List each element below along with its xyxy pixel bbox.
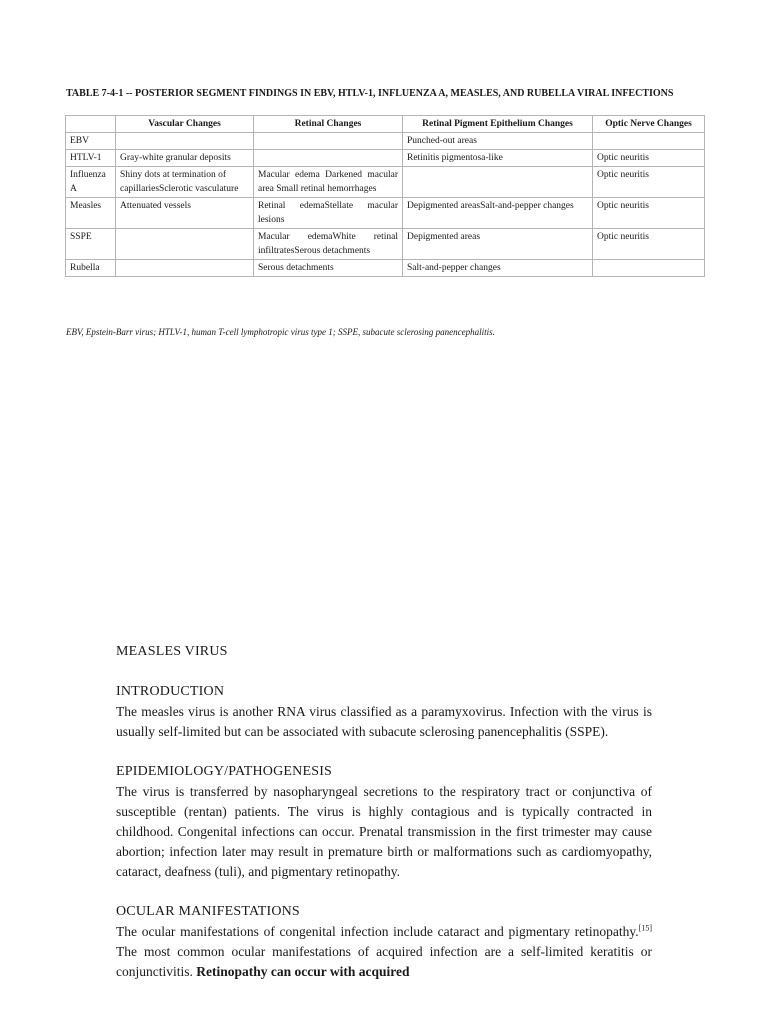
table-cell: EBV bbox=[66, 133, 116, 150]
table-cell: Optic neuritis bbox=[593, 198, 705, 229]
table-cell: Influenza A bbox=[66, 167, 116, 198]
findings-table bbox=[65, 115, 705, 277]
table-caption: TABLE 7-4-1 -- POSTERIOR SEGMENT FINDINGS IN EBV, HTLV-1, INFLUENZA A, MEASLES, AND RUBELLA VIRAL INFECTIONS bbox=[66, 88, 674, 99]
section-heading-introduction: INTRODUCTION bbox=[116, 684, 225, 699]
section-text-epidemiology: The virus is transferred by nasopharyngeal secretions to the respiratory tract or conjunctiva of susceptible (rentan) patients. The virus is highly contagious and is typically contracted in childhood. Congenital infections can occur. Prenatal transmission in the first trimester may cause abortion; infection later may result in premature birth or malformations such as cardiomyopathy, cataract, deafness (tuli), and pigmentary retinopathy. bbox=[116, 784, 652, 879]
table-cell: Serous detachments bbox=[254, 260, 403, 277]
table-row bbox=[66, 133, 705, 150]
table-header-cell: Optic Nerve Changes bbox=[593, 116, 705, 133]
table-header-cell bbox=[66, 116, 116, 133]
table-cell: Depigmented areasSalt-and-pepper changes bbox=[403, 198, 593, 229]
table-cell bbox=[116, 133, 254, 150]
table-footnote: EBV, Epstein-Barr virus; HTLV-1, human T-cell lymphotropic virus type 1; SSPE, subacute sclerosing panencephalitis. bbox=[66, 327, 495, 337]
table-cell: Salt-and-pepper changes bbox=[403, 260, 593, 277]
section-text-ocular bbox=[116, 922, 652, 982]
table-cell: Retinitis pigmentosa-like bbox=[403, 150, 593, 167]
article bbox=[116, 642, 652, 982]
table-cell: Gray-white granular deposits bbox=[116, 150, 254, 167]
table-row bbox=[66, 260, 705, 277]
table-row bbox=[66, 150, 705, 167]
table-cell: Optic neuritis bbox=[593, 150, 705, 167]
table-cell bbox=[116, 260, 254, 277]
table-cell: Macular edema Darkened macular area Small retinal hemorrhages bbox=[254, 167, 403, 198]
table-cell: Rubella bbox=[66, 260, 116, 277]
table-header-cell: Vascular Changes bbox=[116, 116, 254, 133]
table-cell: Optic neuritis bbox=[593, 167, 705, 198]
ocular-text-part-1: The ocular manifestations of congenital infection include cataract and pigmentary retinopathy. bbox=[116, 924, 639, 939]
table-cell: HTLV-1 bbox=[66, 150, 116, 167]
table-cell: Macular edemaWhite retinal infiltratesSerous detachments bbox=[254, 229, 403, 260]
table-cell bbox=[116, 229, 254, 260]
table-cell bbox=[403, 167, 593, 198]
table-cell bbox=[593, 260, 705, 277]
table-cell: Shiny dots at termination of capillariesSclerotic vasculature bbox=[116, 167, 254, 198]
table-header-cell: Retinal Pigment Epithelium Changes bbox=[403, 116, 593, 133]
reference-marker: [15] bbox=[638, 923, 652, 933]
table-cell bbox=[254, 150, 403, 167]
table-row bbox=[66, 167, 705, 198]
table-row bbox=[66, 198, 705, 229]
section-heading-ocular: OCULAR MANIFESTATIONS bbox=[116, 904, 300, 919]
table-cell: Attenuated vessels bbox=[116, 198, 254, 229]
table-cell: Retinal edemaStellate macular lesions bbox=[254, 198, 403, 229]
article-title: MEASLES VIRUS bbox=[116, 644, 228, 659]
ocular-text-part-2: The most common ocular manifestations of acquired infection are a self-limited keratitis or conjunctivitis. bbox=[116, 944, 652, 979]
table-cell: Measles bbox=[66, 198, 116, 229]
table-row bbox=[66, 229, 705, 260]
table-cell: Optic neuritis bbox=[593, 229, 705, 260]
table-header-cell: Retinal Changes bbox=[254, 116, 403, 133]
section-heading-epidemiology: EPIDEMIOLOGY/PATHOGENESIS bbox=[116, 764, 333, 779]
table-cell bbox=[593, 133, 705, 150]
section-text-introduction: The measles virus is another RNA virus classified as a paramyxovirus. Infection with the virus is usually self-limited but can be associated with subacute sclerosing panencephalitis (SSPE). bbox=[116, 704, 652, 739]
table-cell bbox=[254, 133, 403, 150]
table-cell: Depigmented areas bbox=[403, 229, 593, 260]
table-header-row bbox=[66, 116, 705, 133]
ocular-bold-text: Retinopathy can occur with acquired bbox=[196, 964, 410, 979]
table-cell: Punched-out areas bbox=[403, 133, 593, 150]
table-cell: SSPE bbox=[66, 229, 116, 260]
